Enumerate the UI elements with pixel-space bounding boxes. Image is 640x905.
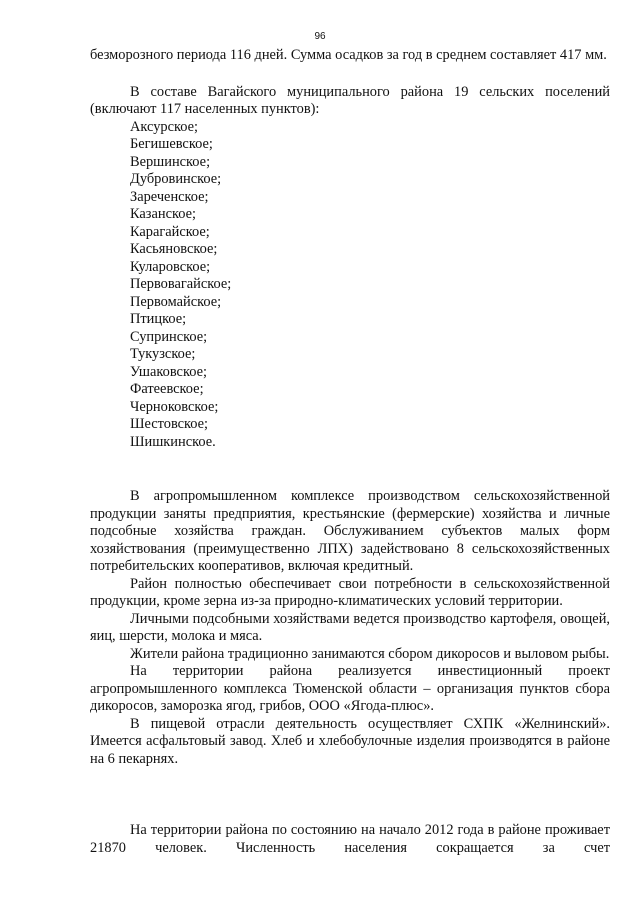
- list-item: Карагайское;: [130, 223, 210, 240]
- settlements-list: [90, 119, 610, 452]
- list-item: Аксурское;: [130, 118, 199, 135]
- list-item: Куларовское;: [130, 258, 211, 275]
- list-item: Тукузское;: [130, 346, 196, 362]
- paragraph-climate: безморозного периода 116 дней. Сумма осадков за год в среднем составляет 417 мм.: [90, 47, 607, 63]
- list-item: Черноковское;: [130, 398, 219, 415]
- list-item: Касьяновское;: [130, 241, 218, 257]
- page-number: 96: [314, 31, 326, 42]
- list-item: Вершинское;: [130, 153, 211, 170]
- list-item: Первомайское;: [130, 293, 222, 310]
- list-item: Шишкинское.: [130, 433, 216, 450]
- paragraph-self-sufficiency: Район полностью обеспечивает свои потребности в сельскохозяйственной продукции, кроме зерна из-за природно-климатических условий территории.: [90, 575, 610, 609]
- list-item: Бегишевское;: [130, 136, 213, 152]
- paragraph-investment: На территории района реализуется инвестиционный проект агропромышленного комплекса Тюменской области – организация пунктов сбора дикоросов, заморозка ягод, грибов, ООО «Ягода-плюс».: [90, 663, 610, 714]
- paragraph-food-industry: В пищевой отрасли деятельность осуществляет СХПК «Желнинский». Имеется асфальтовый завод. Хлеб и хлебобулочные изделия производятся в районе на 6 пекарнях.: [90, 715, 610, 767]
- list-item: Ушаковское;: [130, 363, 207, 380]
- list-item: Фатеевское;: [130, 381, 204, 397]
- list-item: Казанское;: [130, 206, 196, 222]
- paragraph-settlements-intro: В составе Вагайского муниципального района 19 сельских поселений (включают 117 населенных пунктов):: [90, 83, 610, 117]
- list-item: Зареченское;: [130, 188, 209, 205]
- list-item: Супринское;: [130, 328, 208, 345]
- paragraph-population: На территории района по состоянию на начало 2012 года в районе проживает 21870 человек. Численность населения сокращается за счет: [90, 822, 610, 856]
- document-body: [90, 47, 610, 857]
- list-item: Птицкое;: [130, 311, 187, 327]
- paragraph-gathering: Жители района традиционно занимаются сбором дикоросов и выловом рыбы.: [130, 645, 610, 662]
- paragraph-agro: В агропромышленном комплексе производством сельскохозяйственной продукции заняты предприятия, крестьянские (фермерские) хозяйства и личные подсобные хозяйства граждан. Обслуживанием субъектов малых форм хозяйствования (преимущественно ЛПХ) задействовано 8 сельскохозяйственных потребительских кооперативов, включая кредитный.: [90, 488, 610, 574]
- paragraph-private-farms: Личными подсобными хозяйствами ведется производство картофеля, овощей, яиц, шерсти, молока и мяса.: [90, 610, 610, 644]
- list-item: Дубровинское;: [130, 171, 222, 187]
- list-item: Шестовское;: [130, 416, 209, 432]
- list-item: Первовагайское;: [130, 276, 232, 292]
